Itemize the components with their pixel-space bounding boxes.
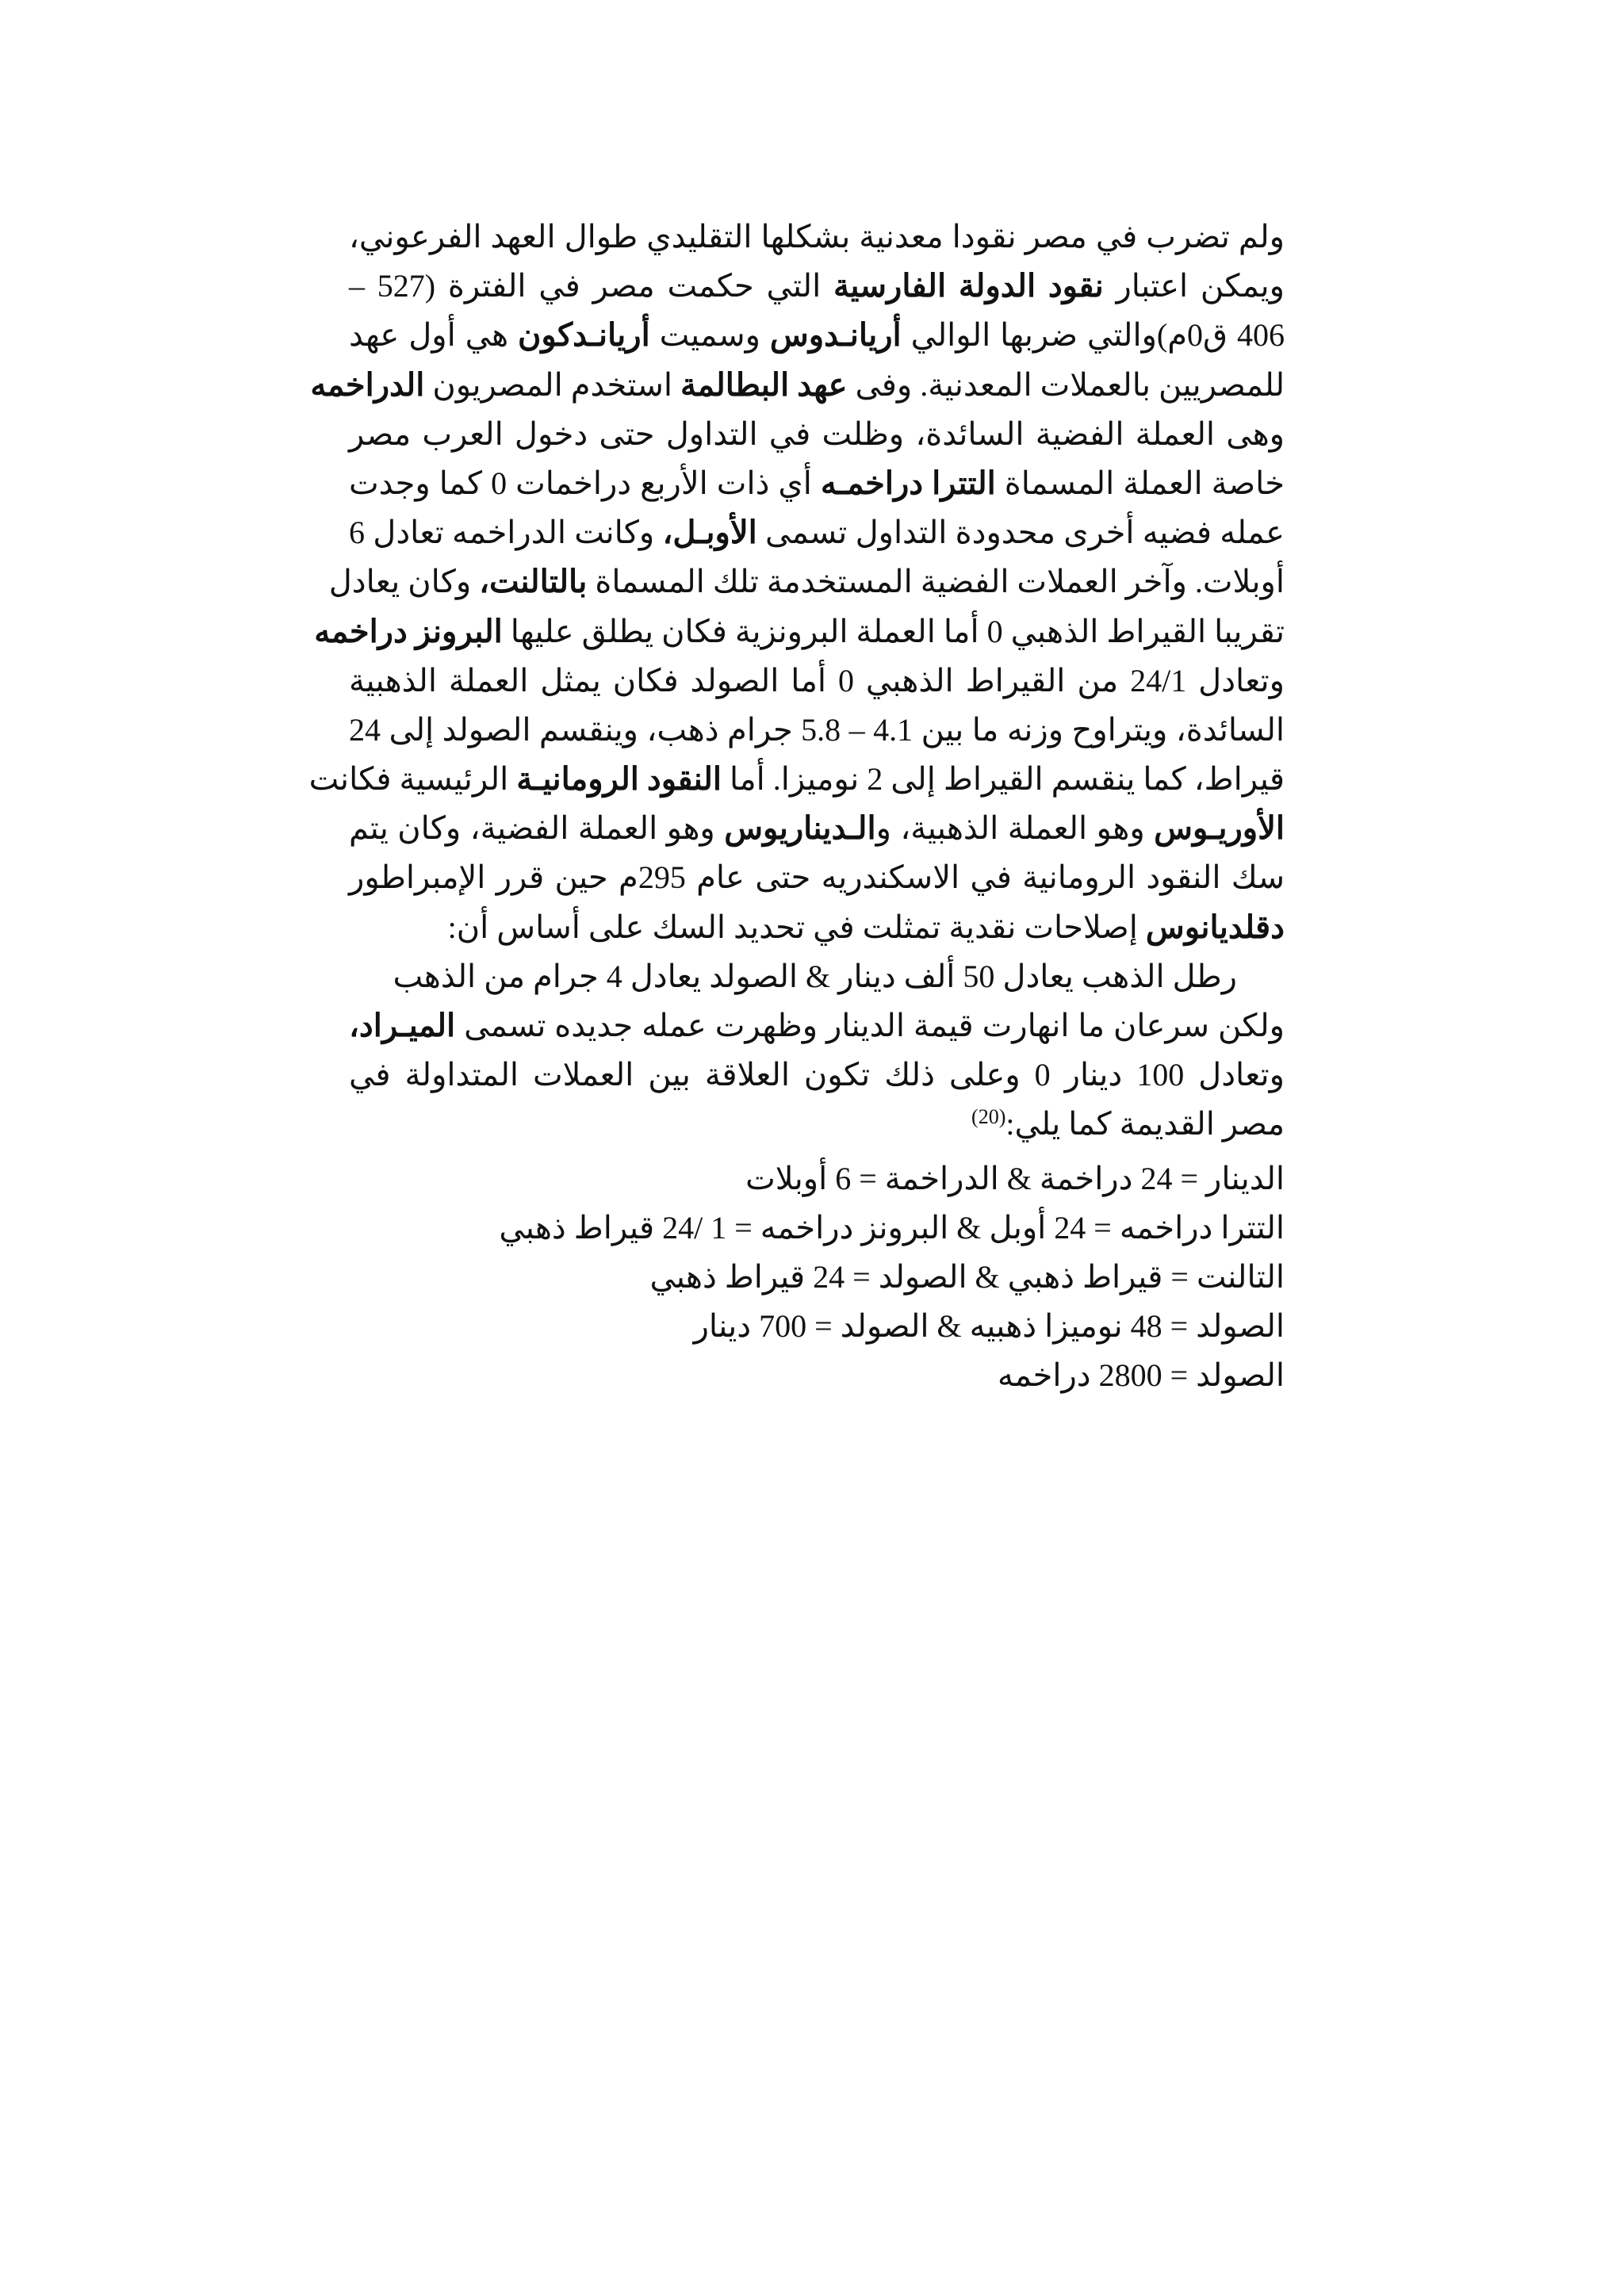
bold-term: الأوريـوس	[1154, 810, 1285, 847]
bold-term: الـديناريوس	[724, 810, 876, 847]
text-run: مصر القديمة كما يلي:	[1005, 1106, 1285, 1142]
text-line	[349, 508, 1285, 557]
text-run: وكانت الدراخمه تعادل 6	[349, 515, 663, 551]
text-line	[349, 459, 1285, 508]
bold-term: بالتالنت،	[479, 564, 588, 600]
equation-line: الصولد = 48 نوميزا ذهبيه & الصولد = 700 دينار	[693, 1308, 1285, 1345]
bold-term: الأوبـل،	[662, 515, 757, 551]
text-run: السائدة، ويتراوح وزنه ما بين 4.1 – 5.8 جرام ذهب، وينقسم الصولد إلى 24	[349, 711, 1285, 748]
bold-term: البرونز دراخمه	[314, 613, 503, 649]
text-run: عمله فضيه أخرى محدودة التداول تسمى	[756, 515, 1285, 551]
second-paragraph	[349, 1001, 1285, 1150]
text-run: وهو العملة الفضية، وكان يتم	[349, 810, 725, 847]
text-line	[349, 706, 1285, 755]
text-run: وتعادل 24/1 من القيراط الذهبي 0 أما الصولد فكان يمثل العملة الذهبية	[349, 662, 1285, 698]
text-run: وتعادل 100 دينار 0 وعلى ذلك تكون العلاقة بين العملات المتداولة في	[349, 1057, 1285, 1093]
equation-line: الصولد = 2800 دراخمه	[998, 1357, 1285, 1394]
text-run: للمصريين بالعملات المعدنية. وفى	[847, 366, 1285, 403]
equation-line: التترا دراخمه = 24 أوبل & البرونز دراخمه = 1 /24 قيراط ذهبي	[499, 1209, 1285, 1246]
bold-term: عهد البطالمة	[680, 366, 848, 403]
equations-block	[349, 1154, 1285, 1401]
text-run: 406 ق0م)والتي ضربها الوالي	[901, 317, 1285, 354]
bold-term: التترا دراخمـه	[820, 465, 996, 501]
equation-line: التالنت = قيراط ذهبي & الصولد = 24 قيراط ذهبي	[649, 1258, 1285, 1295]
text-run: تقريبا القيراط الذهبي 0 أما العملة البرونزية فكان يطلق عليها	[502, 613, 1285, 649]
text-run: ويمكن اعتبار	[1103, 268, 1285, 304]
bold-term: النقود الرومانيـة	[516, 761, 722, 798]
text-run: وسميت	[649, 317, 770, 354]
text-run: ولكن سرعان ما انهارت قيمة الدينار وظهرت عمله جديده تسمى	[455, 1008, 1285, 1043]
bold-term: الميـراد،	[349, 1008, 456, 1043]
text-run: الرئيسية فكانت	[308, 761, 517, 798]
text-line	[308, 755, 1285, 804]
bold-term: دقلديانوس	[1145, 909, 1285, 945]
bold-term: الدراخمه	[310, 366, 425, 403]
text-run: سك النقود الرومانية في الاسكندريه حتى عام 295م حين قرر الإمبراطور	[349, 859, 1285, 896]
text-run: أي ذات الأربع دراخمات 0 كما وجدت	[349, 465, 821, 501]
text-line	[349, 212, 1285, 262]
text-run: ولم تضرب في مصر نقودا معدنية بشكلها التقليدي طوال العهد الفرعوني،	[349, 219, 1285, 254]
text-line	[349, 1050, 1285, 1100]
bold-term: أريانـدكون	[518, 317, 650, 354]
equation-line: الدينار = 24 دراخمة & الدراخمة = 6 أوبلات	[745, 1160, 1285, 1196]
gold-ratio-line-wrap	[349, 952, 1285, 1001]
text-run: أوبلات. وآخر العملات الفضية المستخدمة تلك المسماة	[587, 564, 1285, 600]
text-run: التي حكمت مصر في الفترة (527 –	[349, 268, 833, 304]
text-run: وكان يعادل	[328, 564, 480, 600]
text-line	[314, 607, 1285, 656]
text-line	[349, 853, 1285, 902]
text-run: استخدم المصريون	[424, 366, 680, 403]
main-paragraph	[308, 212, 1285, 952]
text-line	[349, 804, 1285, 853]
text-run: وهى العملة الفضية السائدة، وظلت في التداول حتى دخول العرب مصر	[349, 415, 1285, 452]
bold-term: أريانـدوس	[769, 317, 902, 354]
text-line	[349, 1001, 1285, 1050]
footnote-ref: (20)	[971, 1105, 1006, 1129]
document-page	[308, 212, 1285, 1401]
text-run: خاصة العملة المسماة	[995, 465, 1285, 501]
text-run: قيراط، كما ينقسم القيراط إلى 2 نوميزا. أما	[722, 761, 1285, 798]
text-run: وهو العملة الذهبية، و	[875, 810, 1155, 847]
text-line	[349, 311, 1285, 360]
gold-ratio-line: رطل الذهب يعادل 50 ألف دينار & الصولد يعادل 4 جرام من الذهب	[393, 958, 1237, 994]
text-line	[310, 361, 1285, 410]
text-run: هي أول عهد	[349, 317, 519, 354]
text-line	[349, 262, 1285, 311]
text-run: إصلاحات نقدية تمثلت في تحديد السك على أساس أن:	[447, 909, 1146, 945]
text-line	[349, 656, 1285, 706]
text-line	[328, 557, 1285, 607]
text-line	[349, 903, 1285, 952]
text-line	[349, 1100, 1285, 1149]
text-line	[349, 410, 1285, 459]
bold-term: نقود الدولة الفارسية	[833, 268, 1104, 304]
